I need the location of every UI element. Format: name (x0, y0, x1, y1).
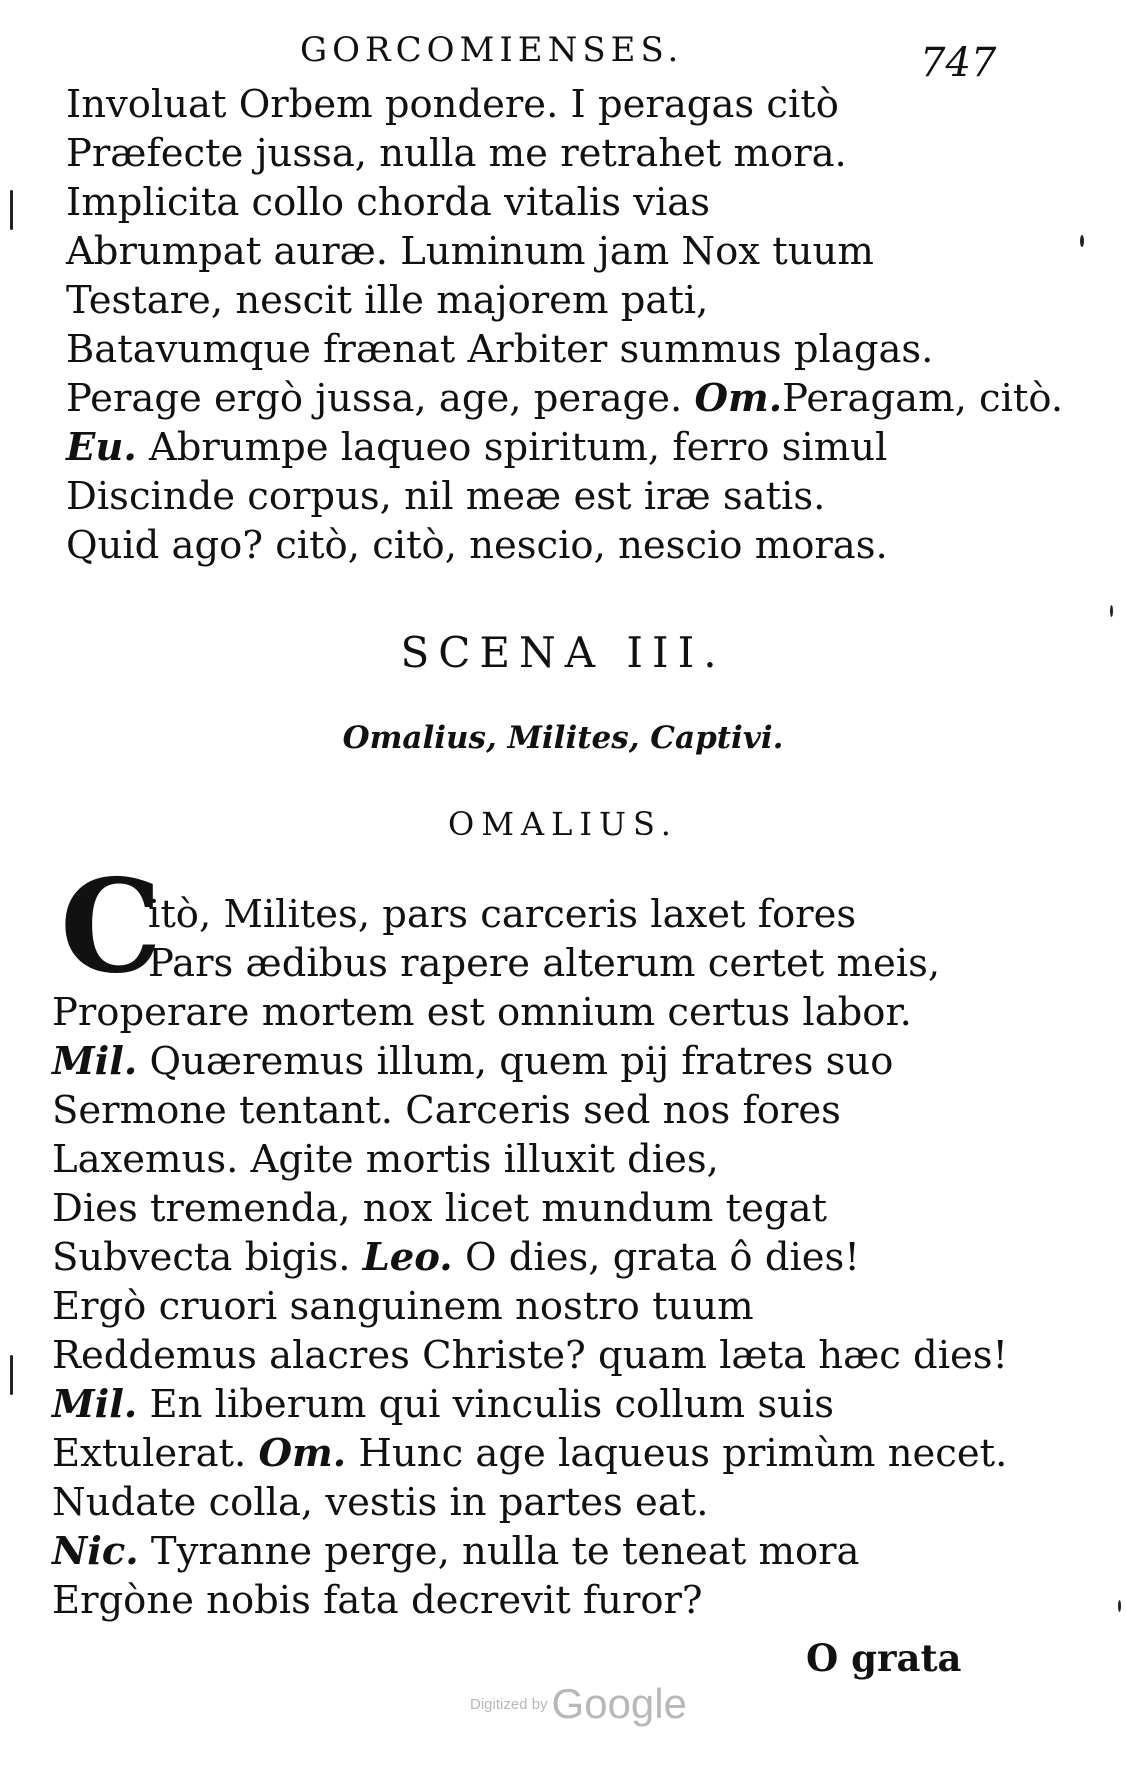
verse-line (52, 1429, 1008, 1478)
scene-heading: SCENA III. (400, 628, 726, 677)
speaker-abbrev: Leo. (362, 1235, 453, 1280)
line-text: Abrumpe laqueo spiritum, ferro simul (136, 425, 888, 470)
speaker-heading: OMALIUS. (448, 805, 678, 843)
dramatis-personae: Omalius, Milites, Captivi. (342, 720, 784, 756)
verse-line: Sermone tentant. Carceris sed nos fores (52, 1088, 841, 1133)
drop-cap: C (60, 852, 162, 1002)
line-text: Tyranne perge, nulla te teneat mora (138, 1529, 860, 1574)
verse-line (66, 374, 1063, 423)
digitized-watermark (470, 1680, 687, 1728)
verse-line: Discinde corpus, nil meæ est iræ satis. (66, 474, 826, 519)
verse-line: Laxemus. Agite mortis illuxit dies, (52, 1137, 719, 1182)
speaker-abbrev: Eu. (66, 425, 137, 470)
line-text: Hunc age laqueus primùm necet. (346, 1431, 1008, 1476)
line-text: Quæremus illum, quem pij fratres suo (137, 1039, 894, 1084)
scan-speck (1110, 605, 1113, 617)
catchword: O grata (806, 1636, 962, 1680)
verse-line: Præfecte jussa, nulla me retrahet mora. (66, 131, 847, 176)
verse-line: Nudate colla, vestis in partes eat. (52, 1480, 709, 1525)
running-title: GORCOMIENSES. (300, 30, 684, 70)
verse-block-2 (52, 890, 1008, 1625)
verse-line: Implicita collo chorda vitalis vias (66, 180, 710, 225)
speaker-abbrev: Mil. (52, 1382, 138, 1427)
verse-line (52, 1380, 1008, 1429)
verse-line: Abrumpat auræ. Luminum jam Nox tuum (66, 229, 874, 274)
verse-line: Ergò cruori sanguinem nostro tuum (52, 1284, 754, 1329)
verse-line: itò, Milites, pars carceris laxet fores (148, 892, 857, 937)
verse-line: Pars ædibus rapere alterum certet meis, (148, 941, 941, 986)
line-text: O dies, grata ô dies! (452, 1235, 860, 1280)
verse-line (52, 1037, 1008, 1086)
google-logo: Google (551, 1680, 687, 1727)
verse-line: Reddemus alacres Christe? quam læta hæc dies! (52, 1333, 1009, 1378)
line-text: Extulerat. (52, 1431, 259, 1476)
line-text: Subvecta bigis. (52, 1235, 363, 1280)
line-text: Perage ergò jussa, age, perage. (66, 376, 695, 421)
verse-line: Testare, nescit ille majorem pati, (66, 278, 709, 323)
verse-line: Batavumque frænat Arbiter summus plagas. (66, 327, 934, 372)
speaker-abbrev: Mil. (52, 1039, 138, 1084)
verse-line: Ergòne nobis fata decrevit furor? (52, 1578, 703, 1623)
verse-line (66, 423, 1063, 472)
verse-line: Involuat Orbem pondere. I peragas citò (66, 82, 839, 127)
scan-speck (1080, 235, 1084, 247)
verse-line (52, 1527, 1008, 1576)
speaker-abbrev: Om. (694, 376, 783, 421)
line-text: Peragam, citò. (782, 376, 1064, 421)
page-number: 747 (920, 40, 997, 86)
scan-speck (1118, 1600, 1121, 1612)
scan-speck (10, 190, 13, 230)
speaker-abbrev: Nic. (52, 1529, 139, 1574)
verse-line (52, 1233, 1008, 1282)
verse-block-1 (66, 80, 1063, 570)
scan-speck (10, 1355, 13, 1395)
verse-line: Quid ago? citò, citò, nescio, nescio moras. (66, 523, 888, 568)
line-text: En liberum qui vinculis collum suis (137, 1382, 835, 1427)
verse-line: Dies tremenda, nox licet mundum tegat (52, 1186, 828, 1231)
verse-line: Properare mortem est omnium certus labor. (52, 990, 912, 1035)
watermark-prefix: Digitized by (470, 1695, 548, 1713)
speaker-abbrev: Om. (258, 1431, 347, 1476)
